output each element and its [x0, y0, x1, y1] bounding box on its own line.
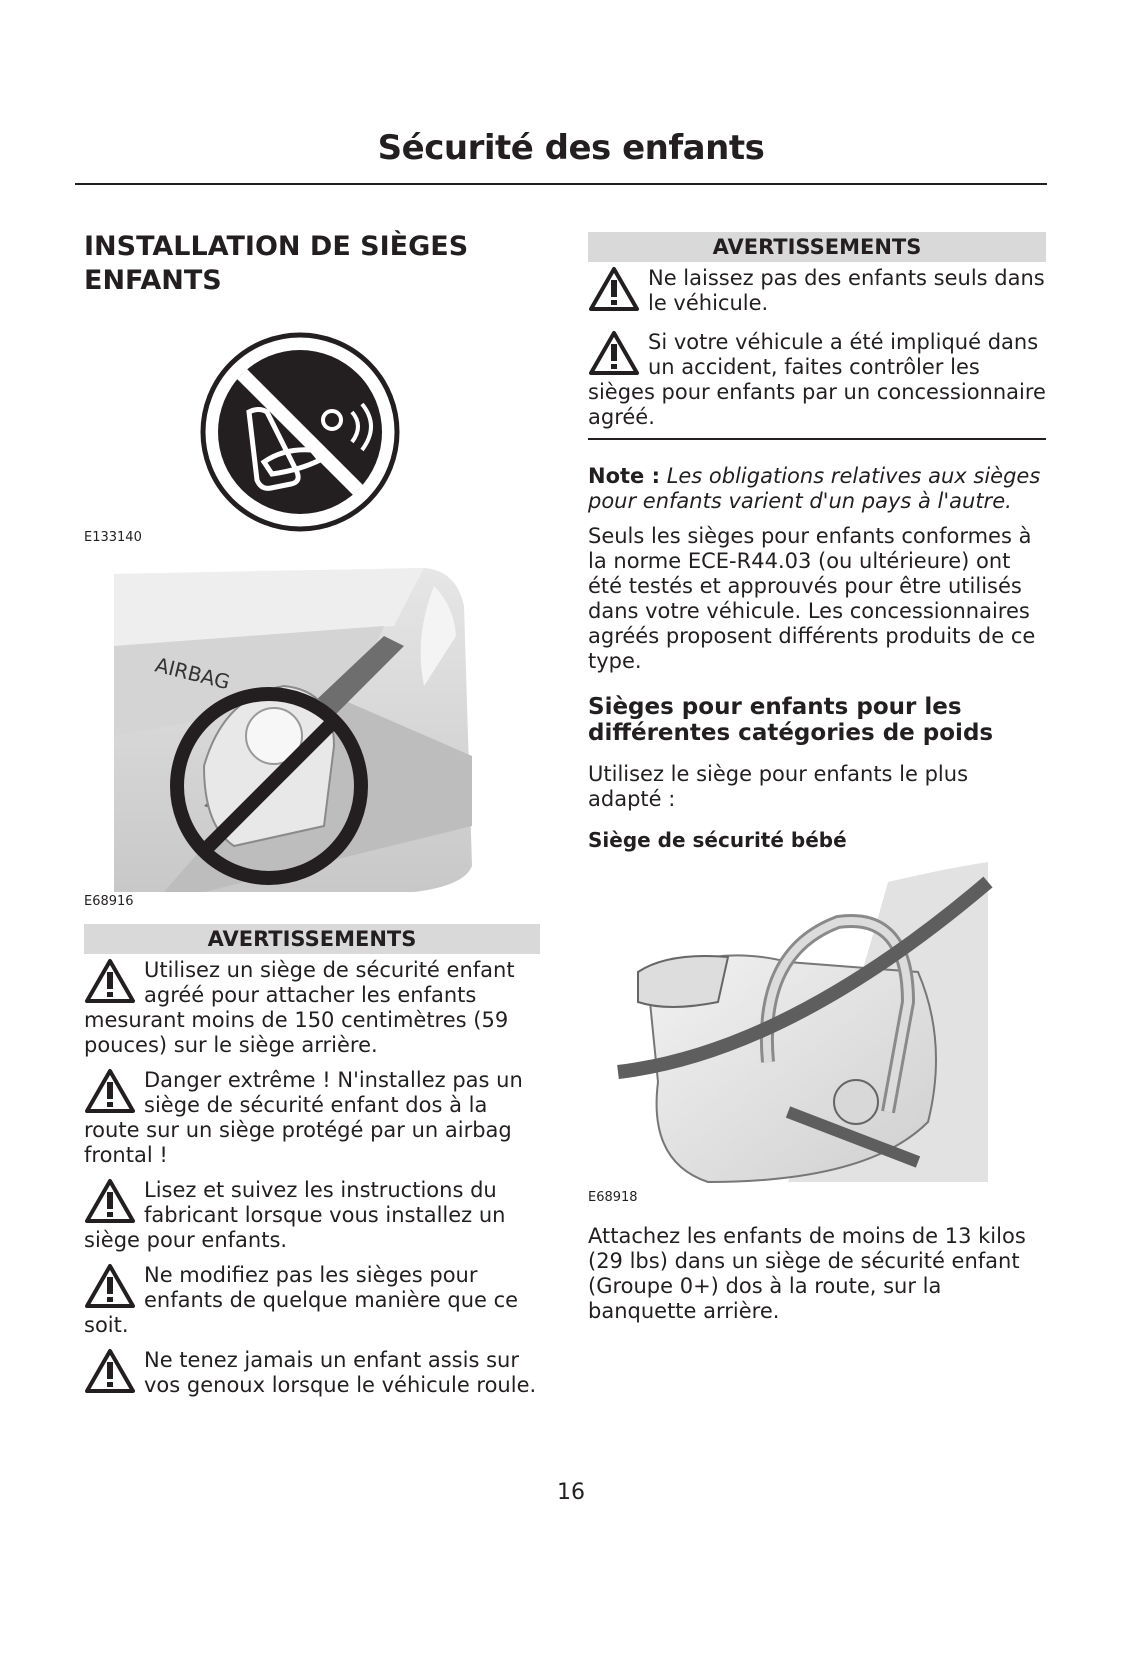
warning-text: Lisez et suivez les instructions du fabricant lorsque vous installez un siège pour enfants. [84, 1178, 506, 1252]
paragraph: Attachez les enfants de moins de 13 kilos (29 lbs) dans un siège de sécurité enfant (Groupe 0+) dos à la route, sur la banquette arrière. [588, 1224, 1026, 1323]
warning-triangle-icon [588, 266, 640, 312]
note-label: Note : [588, 464, 660, 488]
warnings-end-rule [588, 438, 1046, 440]
figure-infant-seat [588, 862, 1046, 1206]
warning-item [84, 1263, 540, 1338]
note-text: Les obligations relatives aux sièges pour enfants varient d'un pays à l'autre. [588, 464, 1041, 513]
figure-airbag-seat [84, 566, 540, 910]
title-divider [75, 183, 1047, 185]
no-child-seat-icon [84, 332, 540, 532]
warning-item [84, 1068, 540, 1168]
warning-triangle-icon [84, 958, 136, 1004]
warning-item [588, 266, 1046, 316]
left-column [84, 230, 540, 1398]
warning-triangle-icon [84, 1263, 136, 1309]
warning-triangle-icon [84, 1068, 136, 1114]
sub-subheading: Siège de sécurité bébé [588, 828, 847, 852]
warnings-box-right [588, 232, 1046, 440]
warning-text: Utilisez un siège de sécurité enfant agréé pour attacher les enfants mesurant moins de 150 centimètres (59 pouces) sur le siège arrière. [84, 958, 515, 1057]
figure-label: E68916 [84, 894, 134, 909]
warnings-heading: AVERTISSEMENTS [588, 232, 1046, 262]
warnings-box-left [84, 924, 540, 1398]
figure-no-child-seat [84, 332, 540, 546]
warnings-heading: AVERTISSEMENTS [84, 924, 540, 954]
subheading: Sièges pour enfants pour les différentes catégories de poids [588, 694, 994, 746]
figure-label: E68918 [588, 1190, 638, 1205]
page-title: Sécurité des enfants [377, 128, 765, 168]
warning-triangle-icon [84, 1178, 136, 1224]
warning-item [84, 1348, 540, 1398]
airbag-label: AIRBAG [152, 652, 233, 695]
figure-label: E133140 [84, 530, 142, 545]
paragraph: Utilisez le siège pour enfants le plus adapté : [588, 762, 969, 811]
right-column [588, 232, 1046, 1324]
warning-text: Ne modifiez pas les sièges pour enfants de quelque manière que ce soit. [84, 1263, 519, 1337]
note [588, 464, 1046, 514]
infant-seat-illustration [588, 862, 1046, 1192]
section-heading: INSTALLATION DE SIÈGES ENFANTS [84, 231, 469, 296]
warning-text: Ne laissez pas des enfants seuls dans le véhicule. [648, 266, 1045, 315]
warning-text: Si votre véhicule a été impliqué dans un accident, faites contrôler les sièges pour enfants par un concessionnaire agréé. [588, 330, 1046, 429]
page-number: 16 [557, 1480, 585, 1505]
warning-triangle-icon [84, 1348, 136, 1394]
warning-item [84, 1178, 540, 1253]
warning-item [84, 958, 540, 1058]
warning-text: Danger extrême ! N'installez pas un siège de sécurité enfant dos à la route sur un siège protégé par un airbag frontal ! [84, 1068, 523, 1167]
warning-text: Ne tenez jamais un enfant assis sur vos genoux lorsque le véhicule roule. [144, 1348, 537, 1397]
warning-item [588, 330, 1046, 430]
paragraph: Seuls les sièges pour enfants conformes à la norme ECE-R44.03 (ou ultérieure) ont été testés et approuvés pour être utilisés dans votre véhicule. Les concessionnaires agréés proposent différents produits de ce type. [588, 524, 1036, 673]
warning-triangle-icon [588, 330, 640, 376]
airbag-rear-facing-seat-illustration [84, 566, 540, 896]
